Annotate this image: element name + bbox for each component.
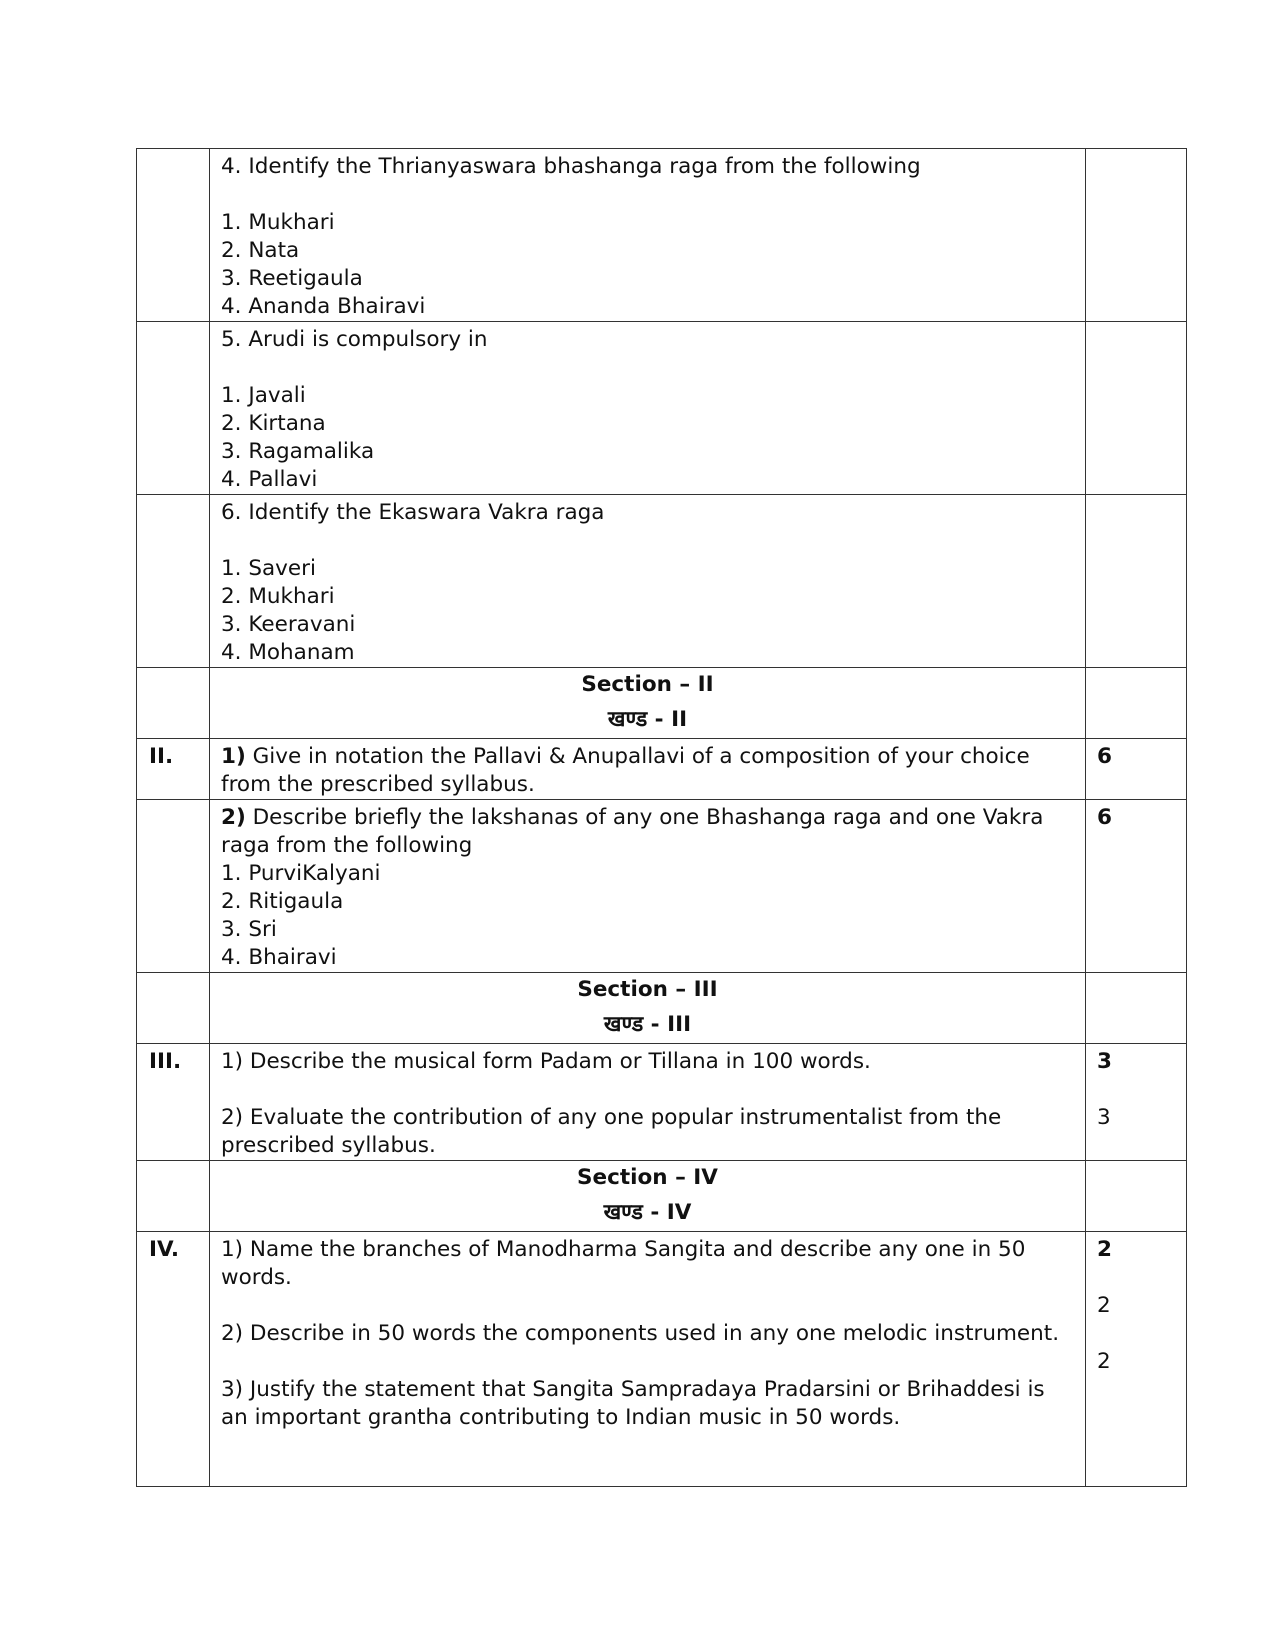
question-row-6 [137,495,1187,668]
question-cell [210,739,1086,800]
question-row-section4 [137,1232,1187,1487]
question-prefix: 1) [221,744,246,769]
option-item: 3. Keeravani [221,612,356,637]
option-item: 4. Pallavi [221,467,318,492]
row-number-cell [137,1161,210,1232]
question-stem [221,805,1043,858]
question-cell [210,800,1086,973]
section-header-cell [210,668,1086,739]
marks-cell [1086,149,1187,322]
marks-cell [1086,1044,1187,1161]
section-title: Section – IV [577,1165,718,1190]
question-cell [210,1044,1086,1161]
option-item: 2. Nata [221,238,300,263]
section-title-hindi: खण्ड - IV [603,1200,692,1225]
question-cell [210,149,1086,322]
marks-cell [1086,495,1187,668]
question-row-5 [137,322,1187,495]
option-item: 2. Mukhari [221,584,335,609]
question-text: 3) Justify the statement that Sangita Sampradaya Pradarsini or Brihaddesi is an important grantha contributing to Indian music in 50 words. [221,1377,1045,1430]
row-number-cell [137,973,210,1044]
option-item: 2. Kirtana [221,411,326,436]
option-item: 1. Saveri [221,556,316,581]
question-row-section2-q2 [137,800,1187,973]
question-text: 1) Describe the musical form Padam or Tillana in 100 words. [221,1049,871,1074]
question-text: Describe briefly the lakshanas of any one Bhashanga raga and one Vakra raga from the following [221,805,1044,858]
section-number: IV. [137,1232,210,1487]
option-item: 1. PurviKalyani [221,861,381,886]
question-stem: 6. Identify the Ekaswara Vakra raga [221,500,605,525]
section-header-row-2 [137,668,1187,739]
marks-cell [1086,1161,1187,1232]
section-header-cell [210,973,1086,1044]
question-prefix: 2) [221,805,246,830]
section-title-hindi: खण्ड - III [603,1012,692,1037]
question-row-section2-q1 [137,739,1187,800]
section-number: III. [137,1044,210,1161]
marks-cell [1086,1232,1187,1487]
question-stem: 5. Arudi is compulsory in [221,327,488,352]
marks-value: 6 [1097,805,1112,830]
option-item: 1. Javali [221,383,306,408]
row-number-cell [137,149,210,322]
option-item: 1. Mukhari [221,210,335,235]
question-text: 2) Evaluate the contribution of any one popular instrumentalist from the prescribed syllabus. [221,1105,1002,1158]
marks-cell [1086,668,1187,739]
question-row-4 [137,149,1187,322]
option-item: 2. Ritigaula [221,889,344,914]
section-number: II. [137,739,210,800]
marks-cell [1086,973,1187,1044]
marks-value: 3 [1097,1049,1112,1074]
row-number-cell [137,322,210,495]
question-cell [210,322,1086,495]
option-item: 4. Ananda Bhairavi [221,294,426,319]
option-item: 4. Bhairavi [221,945,337,970]
section-header-row-4 [137,1161,1187,1232]
question-row-section3 [137,1044,1187,1161]
question-stem: 4. Identify the Thrianyaswara bhashanga raga from the following [221,154,921,179]
section-header-row-3 [137,973,1187,1044]
question-text: 2) Describe in 50 words the components used in any one melodic instrument. [221,1321,1060,1346]
marks-value: 6 [1097,744,1112,769]
question-paper-table [136,148,1187,1487]
question-cell [210,495,1086,668]
row-number-cell [137,668,210,739]
option-item: 3. Ragamalika [221,439,375,464]
marks-cell [1086,322,1187,495]
section-title: Section – III [577,977,718,1002]
marks-value: 3 [1097,1105,1111,1130]
question-cell [210,1232,1086,1487]
option-item: 3. Sri [221,917,277,942]
marks-cell [1086,739,1187,800]
question-text: 1) Name the branches of Manodharma Sangita and describe any one in 50 words. [221,1237,1026,1290]
marks-value: 2 [1097,1349,1111,1374]
section-title: Section – II [581,672,714,697]
row-number-cell [137,495,210,668]
row-number-cell [137,800,210,973]
marks-value: 2 [1097,1237,1112,1262]
marks-cell [1086,800,1187,973]
option-item: 4. Mohanam [221,640,355,665]
section-title-hindi: खण्ड - II [607,707,688,732]
option-item: 3. Reetigaula [221,266,363,291]
marks-value: 2 [1097,1293,1111,1318]
section-header-cell [210,1161,1086,1232]
question-text: Give in notation the Pallavi & Anupallavi of a composition of your choice from the prescribed syllabus. [221,744,1030,797]
